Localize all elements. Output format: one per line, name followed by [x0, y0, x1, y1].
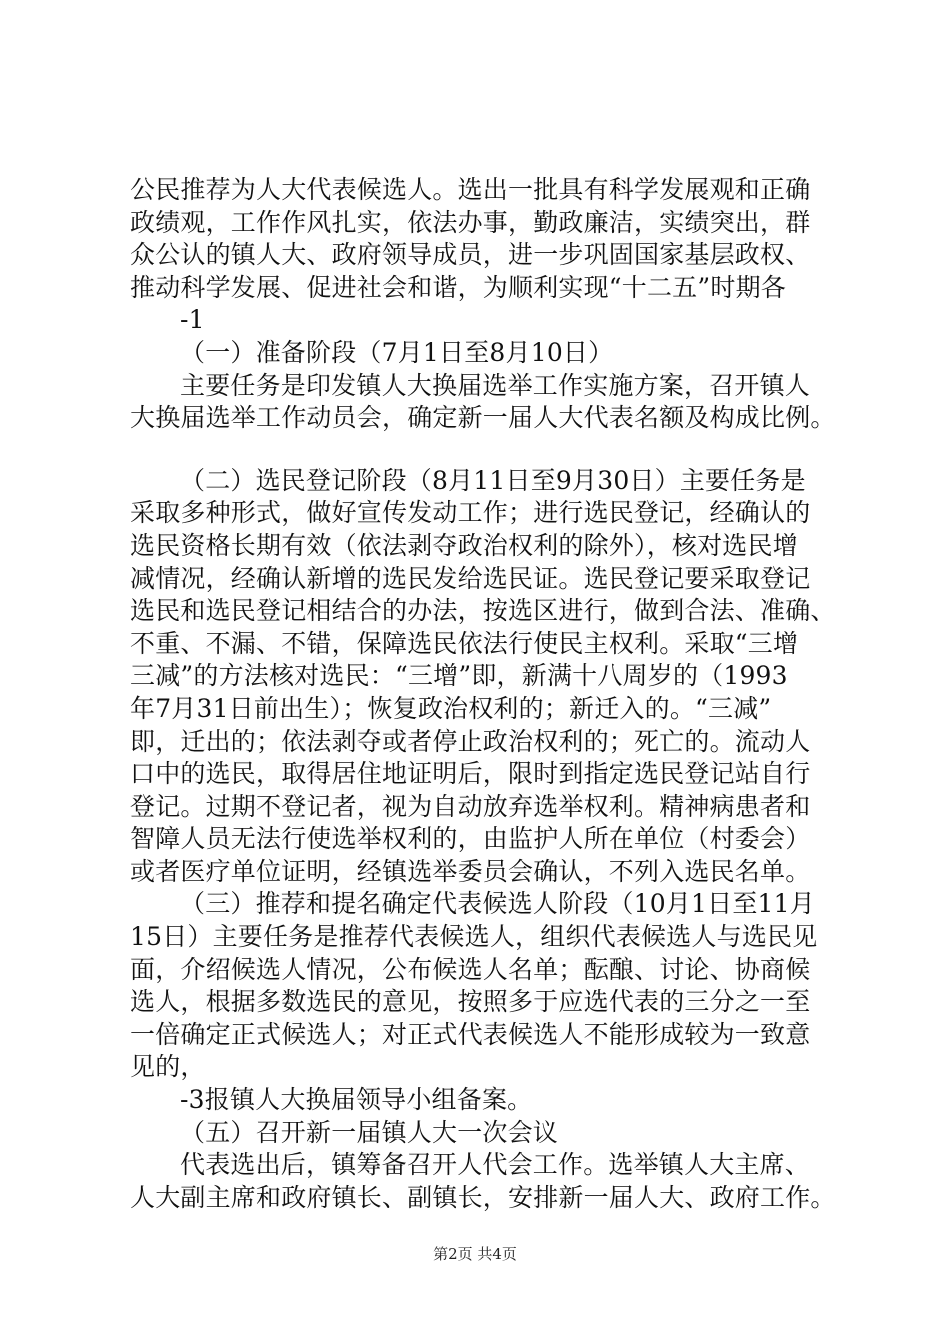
text-line: 或者医疗单位证明，经镇选举委员会确认，不列入选民名单。 [130, 856, 811, 886]
text-line: 见的， [130, 1052, 206, 1082]
text-line: 大换届选举工作动员会，确定新一届人大代表名额及构成比例。 [130, 403, 836, 433]
text-line: 选人，根据多数选民的意见，按照多于应选代表的三分之一至 [130, 987, 811, 1017]
text-line: 不重、不漏、不错，保障选民依法行使民主权利。采取“三增 [130, 628, 799, 658]
text-line: 选民和选民登记相结合的办法，按选区进行，做到合法、准确、 [130, 596, 836, 626]
text-line: -3报镇人大换届领导小组备案。 [180, 1085, 533, 1115]
text-line: 登记。过期不登记者，视为自动放弃选举权利。精神病患者和 [130, 791, 811, 821]
body-text [130, 174, 850, 1214]
text-line: 人大副主席和政府镇长、副镇长，安排新一届人大、政府工作。 [130, 1182, 836, 1212]
section-heading: （五）召开新一届镇人大一次会议 [180, 1117, 559, 1147]
text-line: 智障人员无法行使选举权利的，由监护人所在单位（村委会） [130, 824, 811, 854]
text-line: 口中的选民，取得居住地证明后，限时到指定选民登记站自行 [130, 759, 811, 789]
text-line: 即，迁出的；依法剥夺或者停止政治权利的；死亡的。流动人 [130, 726, 811, 756]
text-line: 15日）主要任务是推荐代表候选人，组织代表候选人与选民见 [130, 922, 818, 952]
paragraph-gap [130, 435, 850, 465]
text-line: 众公认的镇人大、政府领导成员，进一步巩固国家基层政权、 [130, 240, 811, 270]
text-line: 减情况，经确认新增的选民发给选民证。选民登记要采取登记 [130, 563, 811, 593]
text-line: 主要任务是印发镇人大换届选举工作实施方案，召开镇人 [180, 370, 811, 400]
text-line: 面，介绍候选人情况，公布候选人名单；酝酿、讨论、协商候 [130, 954, 811, 984]
text-line: 公民推荐为人大代表候选人。选出一批具有科学发展观和正确 [130, 175, 811, 204]
text-line: 选民资格长期有效（依法剥夺政治权利的除外），核对选民增 [130, 530, 798, 560]
page-marker: -1 [180, 305, 205, 335]
section-heading: （二）选民登记阶段（8月11日至9月30日）主要任务是 [180, 465, 806, 495]
page-footer: 第2页 共4页 [433, 1245, 517, 1263]
text-line: 一倍确定正式候选人；对正式代表候选人不能形成较为一致意 [130, 1019, 811, 1049]
section-heading: （三）推荐和提名确定代表候选人阶段（10月1日至11月 [180, 889, 815, 919]
text-line: 推动科学发展、促进社会和谐，为顺利实现“十二五”时期各 [130, 272, 786, 302]
text-line: 采取多种形式，做好宣传发动工作；进行选民登记，经确认的 [130, 498, 811, 528]
text-line: 政绩观，工作作风扎实，依法办事，勤政廉洁，实绩突出，群 [130, 207, 811, 237]
text-line: 三减”的方法核对选民：“三增”即，新满十八周岁的（1993 [130, 661, 788, 691]
text-line: 代表选出后，镇筹备召开人代会工作。选举镇人大主席、 [180, 1150, 811, 1180]
section-heading: （一）准备阶段（7月1日至8月10日） [180, 337, 614, 367]
text-line: 年7月31日前出生）；恢复政治权利的；新迁入的。“三减” [130, 693, 772, 723]
